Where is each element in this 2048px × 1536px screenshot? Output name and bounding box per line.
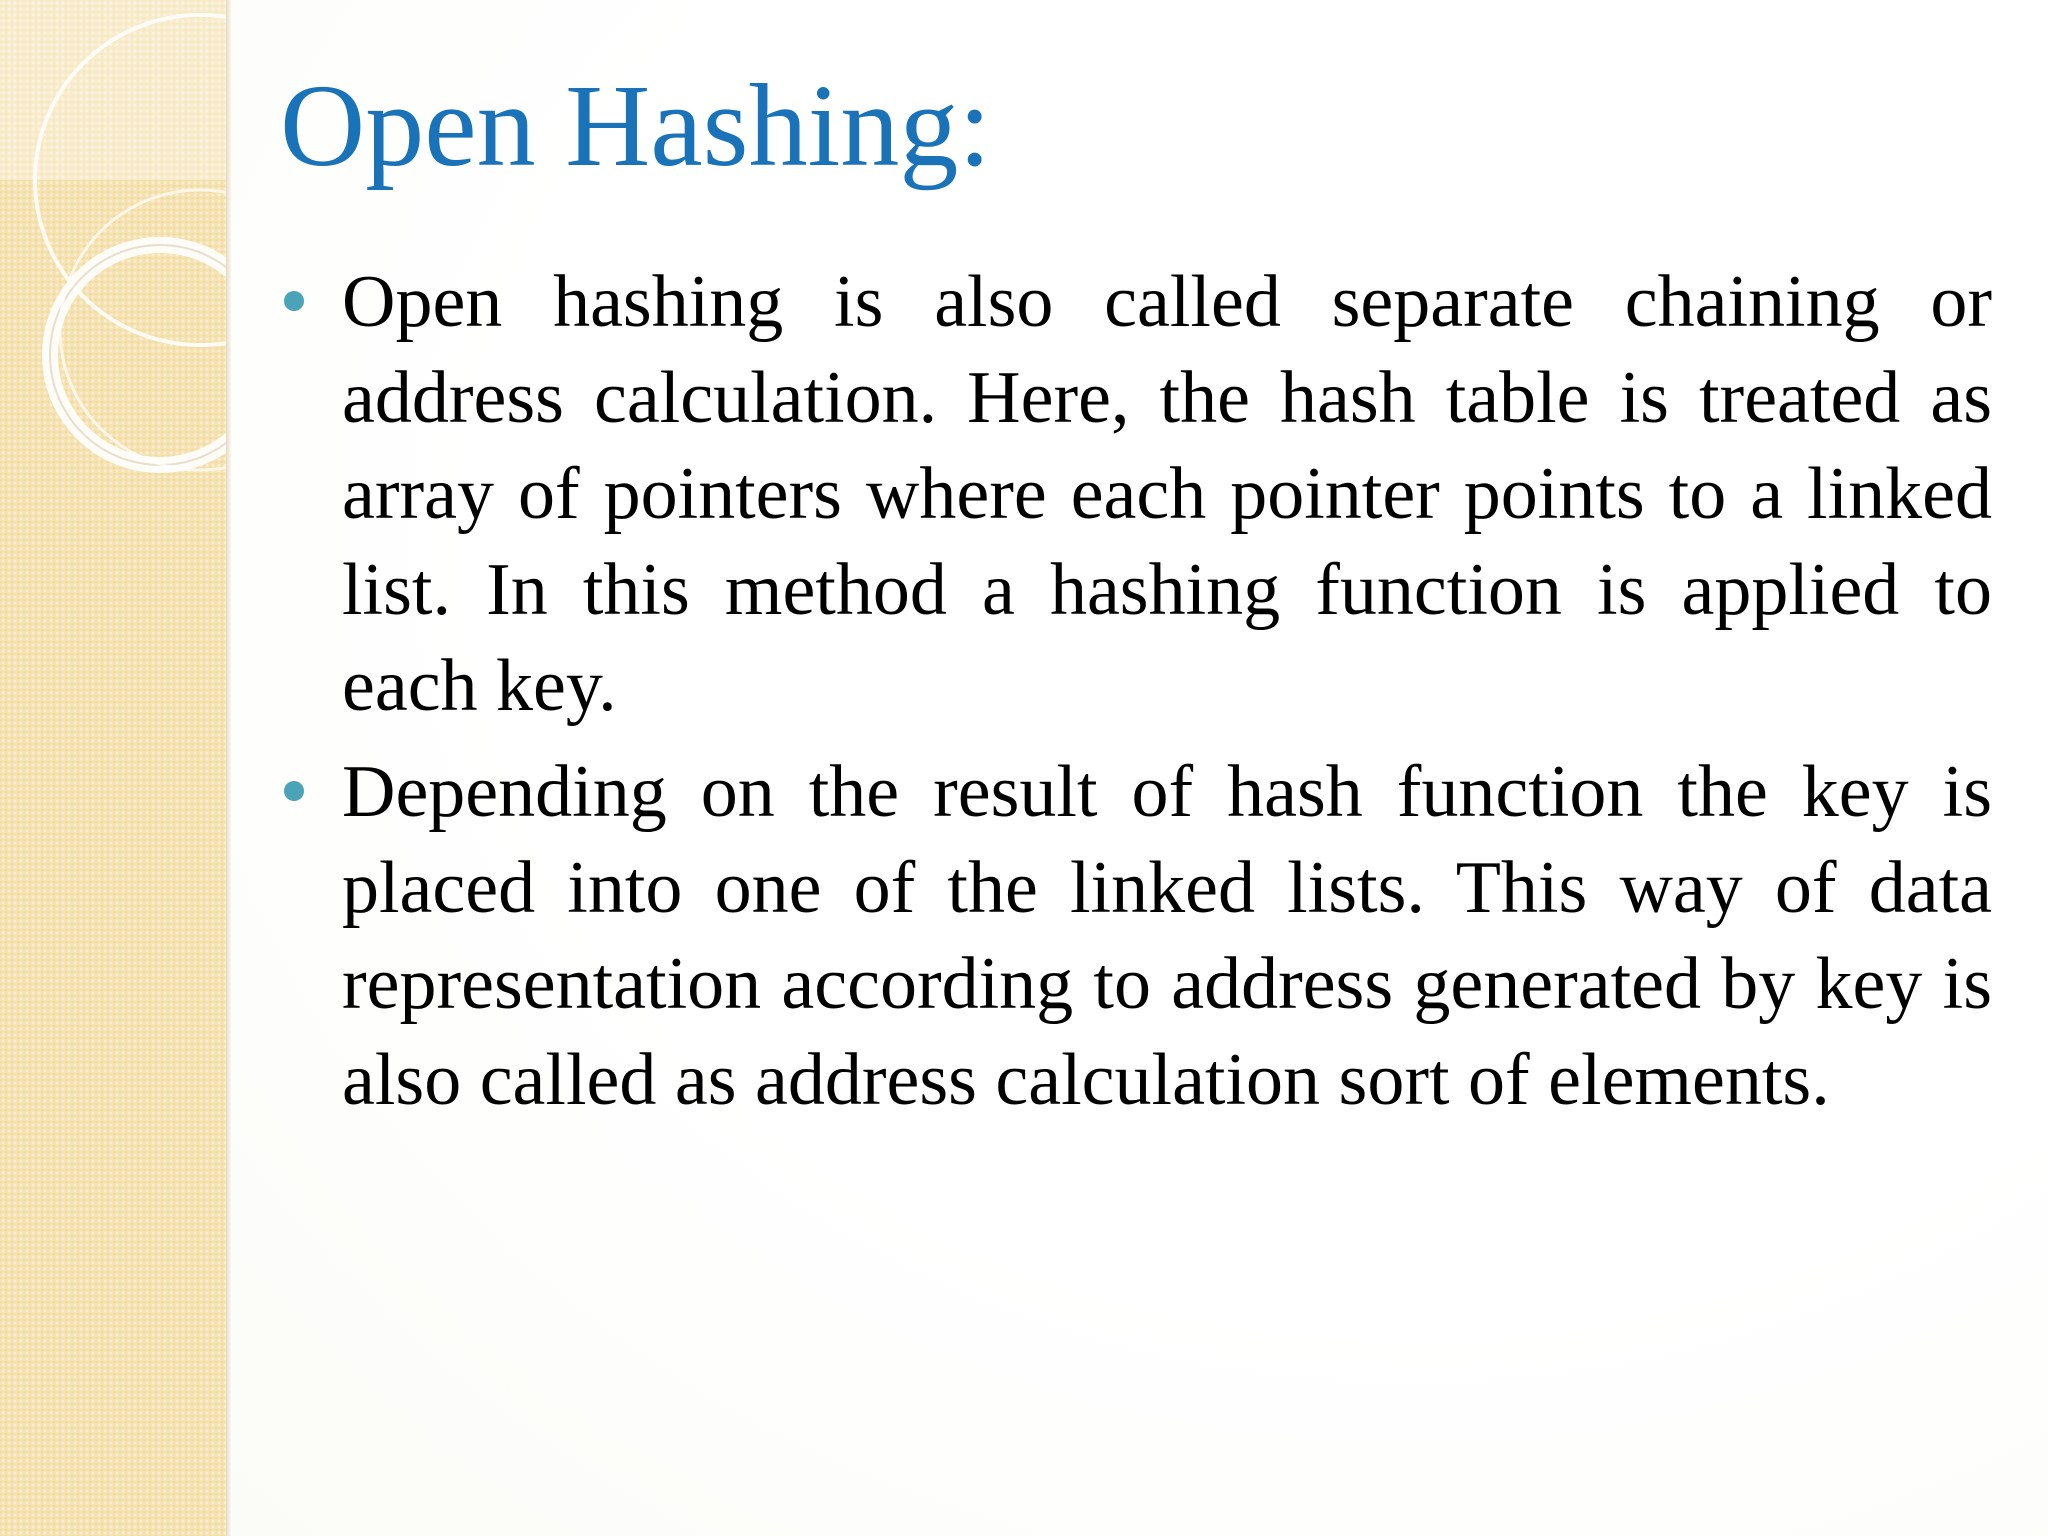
decorative-light-band bbox=[0, 0, 226, 180]
bullet-item bbox=[282, 744, 1992, 1128]
bullet-text: Open hashing is also called separate chaining or address calculation. Here, the hash table is treated as array of pointers where each pointer points to a linked list. In this method a hashing function is applied to each key. bbox=[342, 261, 1992, 727]
decorative-side-panel bbox=[0, 0, 226, 1536]
decorative-thick-ring bbox=[50, 245, 226, 465]
bullet-text: Depending on the result of hash function the key is placed into one of the linked lists. This way of data representation according to address generated by key is also called as address calculation sort of elements. bbox=[342, 751, 1992, 1121]
bullet-dot-icon bbox=[284, 291, 304, 311]
bullet-list bbox=[282, 254, 1992, 1138]
bullet-item bbox=[282, 254, 1992, 734]
bullet-dot-icon bbox=[284, 781, 304, 801]
slide-title: Open Hashing: bbox=[280, 60, 992, 191]
decorative-circles bbox=[0, 0, 226, 520]
